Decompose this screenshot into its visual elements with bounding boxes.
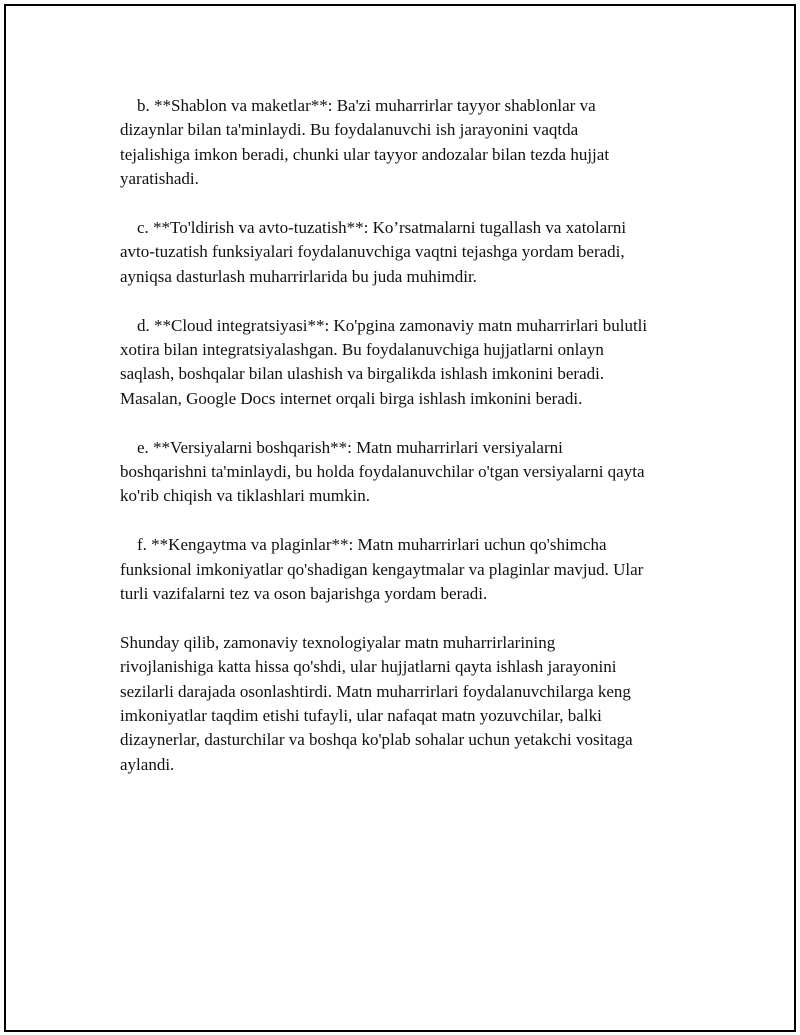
list-item-b: b. **Shablon va maketlar**: Ba'zi muharrirlar tayyor shablonlar va dizaynlar bilan ta'minlaydi. Bu foydalanuvchi ish jarayonini vaqtda tejalishiga imkon beradi, chunki ular tayyor andozalar bilan tezda hujjat yaratishadi. xyxy=(120,96,610,189)
page-frame xyxy=(4,4,796,1032)
list-item-d: d. **Cloud integratsiyasi**: Ko'pgina zamonaviy matn muharrirlari bulutli xotira bilan integratsiyalashgan. Bu foydalanuvchiga hujjatlarni onlayn saqlash, boshqalar bilan ulashish va birgalikda ishlash imkonini beradi. Masalan, Google Docs internet orqali birga ishlash imkonini beradi. xyxy=(120,315,648,408)
list-item-c: c. **To'ldirish va avto-tuzatish**: Ko’rsatmalarni tugallash va xatolarni avto-tuzatish funksiyalari foydalanuvchiga vaqtni tejashga yordam beradi, ayniqsa dasturlash muharrirlarida bu juda muhimdir. xyxy=(120,218,627,286)
list-item-f: f. **Kengaytma va plaginlar**: Matn muharrirlari uchun qo'shimcha funksional imkoniyatlar qo'shadigan kengaytmalar va plaginlar mavjud. Ular turli vazifalarni tez va oson bajarishga yordam beradi. xyxy=(120,535,644,604)
document-body xyxy=(120,94,700,777)
conclusion-paragraph: Shunday qilib, zamonaviy texnologiyalar matn muharrirlarining rivojlanishiga katta hissa qo'shdi, ular hujjatlarni qayta ishlash jarayonini sezilarli darajada osonlashtirdi. Matn muharrirlari foydalanuvchilarga keng imkoniyatlar taqdim etishi tufayli, ular nafaqat matn yozuvchilar, balki dizaynerlar, dasturchilar va boshqa ko'plab sohalar uchun yetakchi vositaga aylandi. xyxy=(120,632,633,774)
list-item-e: e. **Versiyalarni boshqarish**: Matn muharrirlari versiyalarni boshqarishni ta'minlaydi, bu holda foydalanuvchilar o'tgan versiyalarni qayta ko'rib chiqish va tiklashlari mumkin. xyxy=(120,437,645,506)
